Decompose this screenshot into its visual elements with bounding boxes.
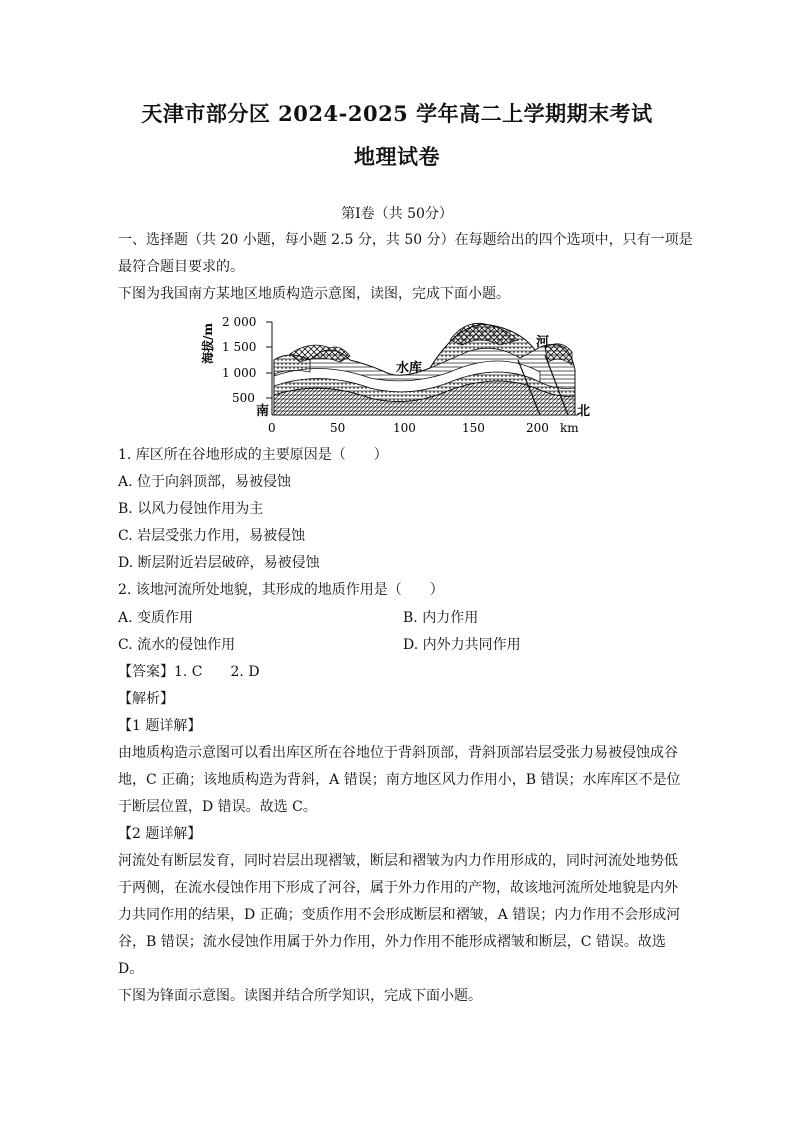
- y-tick-1000: 1 000: [222, 366, 257, 380]
- label-north: 北: [577, 404, 590, 419]
- x-tick-50: 50: [330, 421, 346, 435]
- x-tick-200: 200: [526, 421, 549, 435]
- detail-2-line: 河流处有断层发育，同时岩层出现褶皱，断层和褶皱为内力作用形成的，同时河流处地势低: [118, 853, 678, 869]
- q1-option-b: B. 以风力侵蚀作用为主: [118, 501, 264, 517]
- detail-1-label: 【1 题详解】: [118, 718, 202, 734]
- y-axis-label: 海拔/m: [201, 322, 215, 364]
- x-tick-unit: km: [560, 421, 579, 435]
- detail-2-line: 力共同作用的结果，D 正确；变质作用不会形成断层和褶皱，A 错误；内力作用不会形成河: [118, 907, 681, 923]
- detail-1-line: 地，C 正确；该地质构造为背斜，A 错误；南方地区风力作用小，B 错误；水库库区不是位: [118, 772, 681, 788]
- detail-2-line: D。: [118, 961, 144, 977]
- answer-line: 【答案】1. C 2. D: [118, 664, 260, 680]
- q2-option-a: A. 变质作用: [118, 610, 194, 626]
- q1-option-c: C. 岩层受张力作用，易被侵蚀: [118, 528, 306, 544]
- q2-option-b: B. 内力作用: [403, 610, 479, 626]
- question-2-stem: 2. 该地河流所处地貌，其形成的地质作用是（ ）: [118, 582, 444, 598]
- label-reservoir: 水库: [396, 361, 423, 376]
- detail-2-label: 【2 题详解】: [118, 826, 202, 842]
- volume-heading: 第Ⅰ卷（共 50分）: [341, 206, 453, 222]
- q2-option-d: D. 内外力共同作用: [403, 637, 521, 653]
- figure-intro: 下图为我国南方某地区地质构造示意图，读图，完成下面小题。: [118, 286, 510, 302]
- label-river: 河: [536, 335, 550, 350]
- q1-option-a: A. 位于向斜顶部，易被侵蚀: [118, 474, 292, 490]
- instructions-line-2: 最符合题目要求的。: [118, 259, 244, 275]
- q1-option-d: D. 断层附近岩层破碎，易被侵蚀: [118, 555, 320, 571]
- geology-cross-section: [200, 310, 590, 440]
- x-tick-100: 100: [393, 421, 416, 435]
- q2-option-c: C. 流水的侵蚀作用: [118, 637, 236, 653]
- detail-1-line: 于断层位置，D 错误。故选 C。: [118, 799, 317, 815]
- exam-subtitle: 地理试卷: [354, 144, 440, 169]
- detail-1-line: 由地质构造示意图可以看出库区所在谷地位于背斜顶部，背斜顶部岩层受张力易被侵蚀成谷: [118, 745, 678, 761]
- y-tick-2000: 2 000: [222, 315, 257, 329]
- label-south: 南: [256, 404, 270, 419]
- front-figure-intro: 下图为锋面示意图。读图并结合所学知识，完成下面小题。: [118, 988, 482, 1004]
- analysis-label: 【解析】: [118, 691, 174, 707]
- x-tick-0: 0: [268, 421, 276, 435]
- x-tick-150: 150: [462, 421, 485, 435]
- instructions-line-1: 一、选择题（共 20 小题，每小题 2.5 分，共 50 分）在每题给出的四个选项中，只有一项是: [118, 232, 693, 248]
- y-tick-1500: 1 500: [222, 340, 257, 354]
- detail-2-line: 于两侧，在流水侵蚀作用下形成了河谷，属于外力作用的产物，故该地河流所处地貌是内外: [118, 880, 678, 896]
- question-1-stem: 1. 库区所在谷地形成的主要原因是（ ）: [118, 447, 388, 463]
- detail-2-line: 谷，B 错误；流水侵蚀作用属于外力作用，外力作用不能形成褶皱和断层，C 错误。故选: [118, 934, 666, 950]
- exam-title: 天津市部分区 2024-2025 学年高二上学期期末考试: [141, 101, 653, 126]
- y-tick-500: 500: [232, 391, 255, 405]
